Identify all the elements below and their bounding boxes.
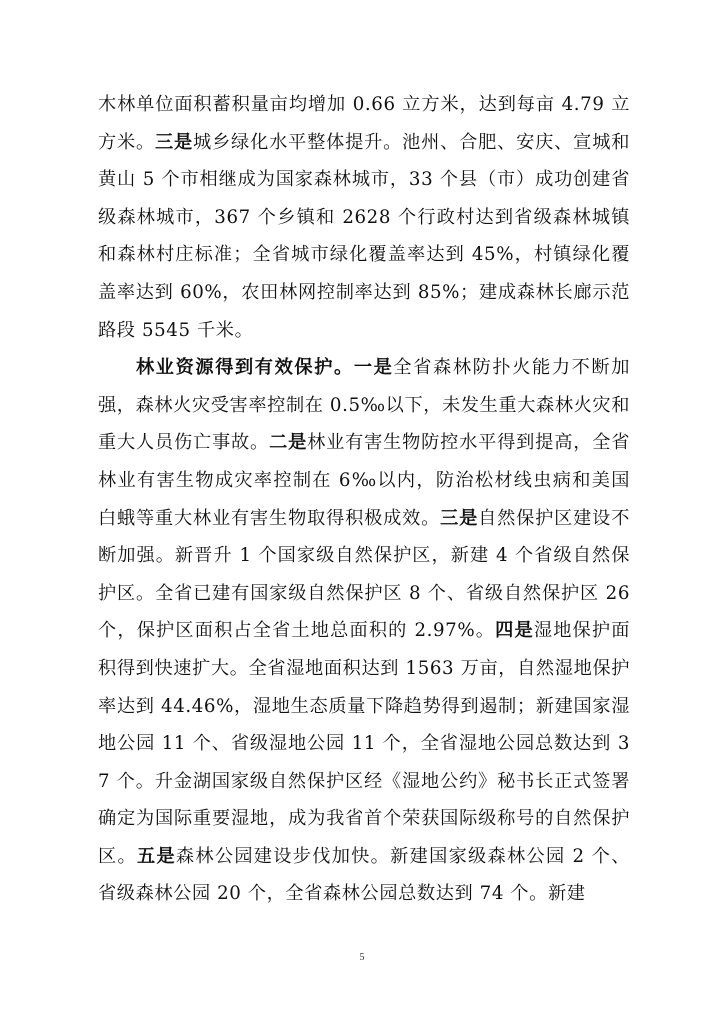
text-run: 全省森林防扑火能力不断加强，森林火灾受害率控制在 0.5‰以下，未发生重大森林火灾和重大人员伤亡事故。 xyxy=(98,357,631,454)
text-run: 湿地保护面积得到快速扩大。全省湿地面积达到 1563 万亩，自然湿地保护率达到 44.46%，湿地生态质量下降趋势得到遏制；新建国家湿地公园 11 个、省级湿地公园 11 个，全省湿地公园总数达到 37 个。升金湖国家级自然保护区经《湿地公约》秘书长正式签署确定为国际重要湿地，成为我省首个荣获国际级称号的自然保护区。 xyxy=(98,620,631,867)
section-heading: 林业资源得到有效保护。 xyxy=(136,357,354,379)
bold-marker-si-shi: 四是 xyxy=(495,620,534,642)
text-run: 自然保护区建设不断加强。新晋升 1 个国家级自然保护区，新建 4 个省级自然保护区。全省已建有国家级自然保护区 8 个、省级自然保护区 26 个，保护区面积占全省土地总面积的 2.97%。 xyxy=(98,507,630,642)
bold-marker-yi-shi: 一是 xyxy=(353,357,394,379)
paragraph-1 xyxy=(98,86,630,349)
page-number: 5 xyxy=(359,952,365,963)
text-run: 木林单位面积蓄积量亩均增加 0.66 立方米，达到每亩 4.79 立方米。 xyxy=(98,94,630,153)
bold-marker-er-shi: 二是 xyxy=(269,432,308,454)
text-run: 城乡绿化水平整体提升。池州、合肥、安庆、宣城和黄山 5 个市相继成为国家森林城市，33 个县（市）成功创建省级森林城市，367 个乡镇和 2628 个行政村达到省级森林城镇和森林村庄标准；全省城市绿化覆盖率达到 45%，村镇绿化覆盖率达到 60%，农田林网控制率达到 85%；建成森林长廊示范路段 5545 千米。 xyxy=(98,131,630,341)
text-run: 森林公园建设步伐加快。新建国家级森林公园 2 个、省级森林公园 20 个，全省森林公园总数达到 74 个。新建 xyxy=(98,845,630,905)
text-run: 林业有害生物防控水平得到提高，全省林业有害生物成灾率控制在 6‰以内，防治松材线虫病和美国白蛾等重大林业有害生物取得积极成效。 xyxy=(98,432,631,529)
bold-marker-san-shi: 三是 xyxy=(155,131,194,153)
body-text xyxy=(98,86,630,913)
bold-marker-san-shi: 三是 xyxy=(440,507,479,529)
paragraph-2 xyxy=(98,349,630,913)
bold-marker-wu-shi: 五是 xyxy=(136,845,176,867)
